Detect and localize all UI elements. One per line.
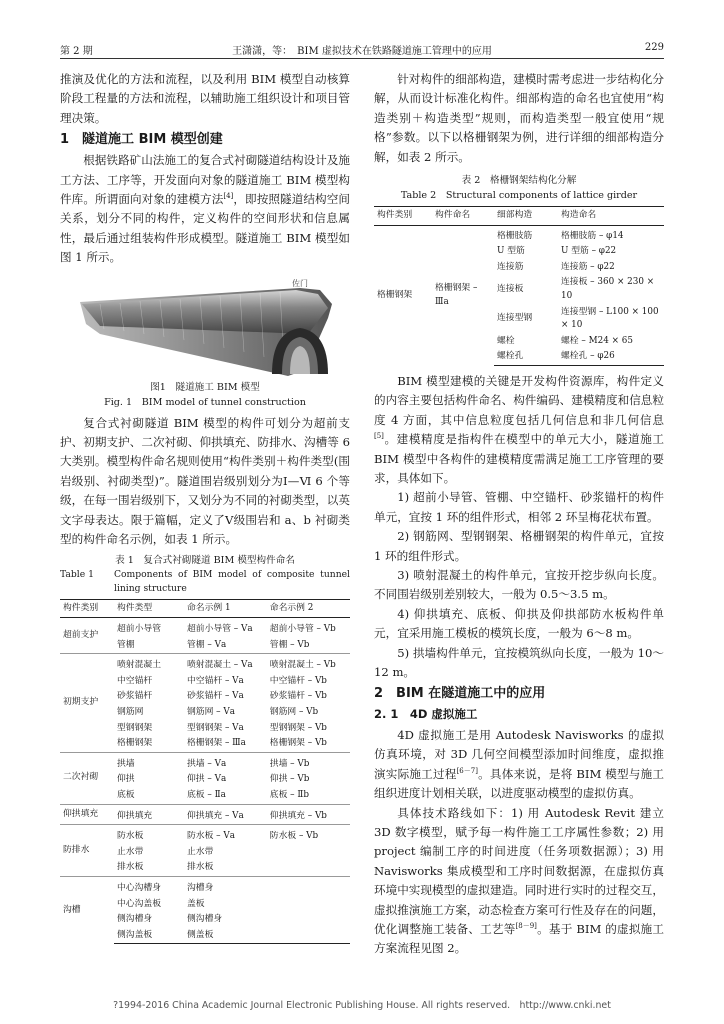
table-1-caption-zh: 表 1 复合式衬砌隧道 BIM 模型构件命名 xyxy=(115,554,295,566)
table-1-example-2 xyxy=(267,845,350,861)
table-1-caption-en: Table 1 Components of BIM model of composite tunnel lining structure xyxy=(60,568,350,594)
table-1-type: 中心沟槽身 xyxy=(114,877,184,897)
table-1-type: 止水带 xyxy=(117,846,144,857)
table-2-header: 构造命名 xyxy=(558,207,664,226)
table-1-type: 仰拱 xyxy=(117,774,135,785)
table-1-type: 中心沟盖板 xyxy=(117,898,161,909)
table-1-example-1: 排水板 xyxy=(187,862,214,873)
citation[interactable]: [5] xyxy=(374,432,384,441)
table-1-example-2: 钢筋网 – Ⅴb xyxy=(269,707,319,718)
intro-continuation: 推演及优化的方法和流程，以及利用 BIM 模型自动核算阶段工程量的方法和流程，以辅助施工组织设计和项目管理决策。 xyxy=(60,72,350,125)
table-1-type: 底板 xyxy=(117,790,135,801)
section-1-paragraph: 根据铁路矿山法施工的复合式衬砌隧道结构设计及施工方法、工序等，开发面向对象的隧道施工 BIM 模型构件库。所谓面向对象的建模方法[4]，即按照隧道结构空间关系，划分不同的构件，定义构件的空间形状和信息属性，最后通过组装构件形成模型。隧道施工 BIM 模型如图 1 所示。 xyxy=(60,153,350,265)
table-1-example-2: 型钢钢架 – Ⅴb xyxy=(269,722,327,733)
table-1-example-2: 超前小导管 – Ⅴb xyxy=(269,624,336,635)
issue-number: 第 2 期 xyxy=(60,46,93,57)
table-1-type: 管棚 xyxy=(117,639,135,650)
table-2-detail: 螺栓孔 xyxy=(494,349,558,365)
table-1-type: 侧沟槽身 xyxy=(117,914,153,925)
copyright-footer: ?1994-2016 China Academic Journal Electronic Publishing House. All rights reserved. http://www.cnki.net xyxy=(113,1000,611,1011)
figure-label: 佐门 xyxy=(292,278,308,288)
table-1 xyxy=(60,599,350,945)
components-paragraph: 复合式衬砌隧道 BIM 模型的构件可划分为超前支护、初期支护、二次衬砌、仰拱填充、防排水、沟槽等 6 大类别。模型构件命名规则使用“构件类别＋构件类型(围岩级别、衬砌类型)”。隧道围岩级别划分为Ⅰ—Ⅵ 6 个等级，在每一围岩级别下，又划分为不同的衬砌类型，以英文字母表达。限于篇幅，定义了Ⅴ级围岩和 a、b 衬砌类型的构件命名示例，如表 1 所示。 xyxy=(60,415,350,547)
precision-item-1: 1) 超前小导管、管棚、中空锚杆、砂浆锚杆的构件单元，宜按 1 环的组件形式，相邻 2 环呈梅花状布置。 xyxy=(374,490,664,524)
library-paragraph: BIM 模型建模的关键是开发构件资源库，构件定义的内容主要包括构件命名、构件编码、建模精度和信息粒度 4 方面，其中信息粒度包括几何信息和非几何信息[5]。建模精度是指构件在模型中的单元大小，隧道施工 BIM 模型中各构件的建模精度需满足施工工序管理的要求，具体如下。 xyxy=(374,373,664,485)
table-1-example-1: 沟槽身 xyxy=(184,877,267,897)
table-2-detail-name: 连接筋 – φ22 xyxy=(561,261,615,272)
table-1-example-1: 砂浆锚杆 – Ⅴa xyxy=(187,691,244,702)
table-1-example-1: 盖板 xyxy=(187,898,205,909)
section-2-heading: 2 BIM 在隧道施工中的应用 xyxy=(374,686,546,702)
running-header xyxy=(60,42,664,59)
table-1-type: 格栅钢架 xyxy=(117,738,153,749)
table-1-example-1: 拱墙 – Ⅴa xyxy=(184,752,267,772)
table-1-example-2 xyxy=(267,912,350,928)
table-1-category: 沟槽 xyxy=(60,877,114,944)
figure-1-caption-zh: 图1 隧道施工 BIM 模型 xyxy=(150,381,260,393)
table-1-header: 命名示例 2 xyxy=(267,599,350,618)
table-1-header: 命名示例 1 xyxy=(184,599,267,618)
table-2-detail-name: 螺栓孔 – φ26 xyxy=(558,349,664,365)
table-1-example-1: 喷射混凝土 – Ⅴa xyxy=(184,654,267,674)
table-1-type: 防水板 xyxy=(114,825,184,845)
right-column xyxy=(374,70,664,959)
table-1-example-1: 侧沟槽身 xyxy=(187,914,223,925)
table-1-header: 构件类型 xyxy=(114,599,184,618)
citation[interactable]: [6－7] xyxy=(456,766,478,775)
table-1-example-2: 底板 – Ⅱb xyxy=(269,790,309,801)
table-1-type: 中空锚杆 xyxy=(117,675,153,686)
table-row xyxy=(60,825,350,845)
table-1-category: 仰拱填充 xyxy=(60,804,114,825)
table-2-detail-name: 螺栓 – M24 × 65 xyxy=(561,335,633,346)
section-1-heading: 1 隧道施工 BIM 模型创建 xyxy=(60,132,223,148)
table-2-header: 构件类别 xyxy=(374,207,432,226)
table-1-type: 型钢钢架 xyxy=(117,722,153,733)
table-2-category: 格栅钢架 xyxy=(377,289,413,300)
table-1-example-1: 仰拱 – Ⅴa xyxy=(187,774,227,785)
page-number: 229 xyxy=(644,42,664,53)
table-1-example-1: 侧盖板 xyxy=(184,928,267,944)
table-1-type: 钢筋网 xyxy=(117,707,144,718)
table-2-detail-name: U 型筋 – φ22 xyxy=(561,246,617,257)
left-column xyxy=(60,70,350,944)
table-1-example-1: 超前小导管 – Ⅴa xyxy=(187,624,253,635)
precision-item-3: 3) 喷射混凝土的构件单元，宜按开挖步纵向长度。不同围岩级别差别较大，一般为 0.5～3.5 m。 xyxy=(374,568,664,602)
table-1-example-1: 底板 – Ⅱa xyxy=(187,790,226,801)
table-2-detail-name: 格栅肢筋 – φ14 xyxy=(561,230,624,241)
table-1-type: 排水板 xyxy=(117,862,144,873)
table-2-detail-name: 连接板 – 360 × 230 × 10 xyxy=(561,277,655,301)
table-1-example-2 xyxy=(267,928,350,944)
table-row xyxy=(60,752,350,772)
detail-paragraph: 针对构件的细部构造，建模时需考虑进一步结构化分解，从而设计标准化构件。细部构造的命名也宜使用“构造类别＋构造类型”规则，而构造类型一般宜使用“规格”参数。以下以格栅钢架为例，进行详细的细部构造分解，如表 2 所示。 xyxy=(374,72,664,164)
table-1-example-2: 砂浆锚杆 – Ⅴb xyxy=(269,691,327,702)
table-1-category: 防排水 xyxy=(60,825,114,877)
table-1-example-1: 管棚 – Ⅴa xyxy=(187,639,227,650)
figure-1 xyxy=(60,274,350,378)
table-2-detail: 螺栓 xyxy=(497,335,515,346)
table-2-header: 细部构造 xyxy=(494,207,558,226)
table-2-detail-name: 连接型钢 – L100 × 100 × 10 xyxy=(561,306,659,331)
table-2-component-name: 格栅钢架 – Ⅲa xyxy=(435,282,478,307)
table-2-caption-zh: 表 2 格栅钢架结构化分解 xyxy=(461,175,577,187)
table-2 xyxy=(374,206,664,366)
tunnel-model-image xyxy=(60,274,350,378)
table-1-example-1: 格栅钢架 – Ⅲa xyxy=(187,738,246,749)
table-2-detail: U 型筋 xyxy=(497,246,525,257)
table-2-detail: 连接型钢 xyxy=(497,313,533,324)
table-2-detail: 连接板 xyxy=(497,284,524,295)
table-1-type: 侧沟盖板 xyxy=(114,928,184,944)
table-2-detail: 格栅肢筋 xyxy=(497,230,533,241)
table-1-example-2: 仰拱 – Ⅴb xyxy=(269,774,310,785)
table-1-category: 初期支护 xyxy=(60,654,114,753)
table-2-caption-en: Table 2 Structural components of lattice girder xyxy=(400,190,638,202)
citation[interactable]: [4] xyxy=(223,192,234,201)
table-1-example-2 xyxy=(267,877,350,897)
table-1-example-2: 中空锚杆 – Ⅴb xyxy=(269,675,327,686)
table-1-example-1: 中空锚杆 – Ⅴa xyxy=(187,675,244,686)
table-1-example-2: 格栅钢架 – Ⅴb xyxy=(269,738,327,749)
figure-1-caption-en: Fig. 1 BIM model of tunnel construction xyxy=(104,396,306,408)
table-1-category: 超前支护 xyxy=(63,629,99,640)
table-row xyxy=(60,804,350,825)
table-1-example-1: 钢筋网 – Ⅴa xyxy=(187,707,235,718)
table-row xyxy=(60,654,350,674)
table-1-example-2: 喷射混凝土 – Ⅴb xyxy=(267,654,350,674)
table-1-type: 拱墙 xyxy=(114,752,184,772)
table-row xyxy=(60,877,350,897)
table-row xyxy=(60,618,350,638)
table-1-example-2: 防水板 – Ⅴb xyxy=(267,825,350,845)
running-title: 王潇潇，等： BIM 虚拟技术在铁路隧道施工管理中的应用 xyxy=(232,46,492,57)
table-1-example-2 xyxy=(267,897,350,913)
table-2-detail: 连接筋 xyxy=(497,261,524,272)
table-1-category: 二次衬砌 xyxy=(60,752,114,804)
route-paragraph: 具体技术路线如下：1) 用 Autodesk Revit 建立 3D 数字模型，赋予每一构件施工工序属性参数；2) 用 project 编制工序的时间进度（任务项数据源）；3) 用 Navisworks 集成模型和工序时间数据源，在虚拟仿真环境中实现模型的虚拟建造。同时进行实时的过程交互，虚拟推演施工方案，动态检查方案可行性及存在的问题，优化调整施工装备、工艺等[8－9]。基于 BIM 的虚拟施工方案流程见图 2。 xyxy=(374,805,664,956)
table-1-example-2: 管棚 – Ⅴb xyxy=(269,639,310,650)
table-1-example-2: 拱墙 – Ⅴb xyxy=(267,752,350,772)
table-1-example-2: 仰拱填充 – Ⅴb xyxy=(267,804,350,825)
citation[interactable]: [8－9] xyxy=(515,922,537,931)
table-1-example-1: 型钢钢架 – Ⅴa xyxy=(187,722,244,733)
table-1-example-1: 仰拱填充 – Ⅴa xyxy=(184,804,267,825)
table-row xyxy=(374,225,664,244)
4d-paragraph: 4D 虚拟施工是用 Autodesk Navisworks 的虚拟仿真环境，对 3D 几何空间模型添加时间维度，虚拟推演实际施工过程[6－7]。具体来说，是将 BIM 模型与施工组织进度计划相关联，以进度驱动模型的虚拟仿真。 xyxy=(374,727,664,801)
table-2-header: 构件命名 xyxy=(432,207,494,226)
table-1-header: 构件类别 xyxy=(60,599,114,618)
table-1-type: 仰拱填充 xyxy=(114,804,184,825)
table-1-type: 喷射混凝土 xyxy=(114,654,184,674)
precision-item-5: 5) 拱墙构件单元，宜按模筑纵向长度，一般为 10～12 m。 xyxy=(374,645,664,680)
table-1-type: 超前小导管 xyxy=(117,624,161,635)
table-1-example-2 xyxy=(267,860,350,876)
precision-item-2: 2) 钢筋网、型钢钢架、格栅钢架的构件单元，宜按 1 环的组件形式。 xyxy=(374,529,664,563)
precision-item-4: 4) 仰拱填充、底板、仰拱及仰拱部防水板构件单元，宜采用施工模板的模筑长度，一般为 6～8 m。 xyxy=(374,606,664,641)
table-1-example-1: 防水板 – Ⅴa xyxy=(184,825,267,845)
section-2-1-heading: 2. 1 4D 虚拟施工 xyxy=(374,707,478,722)
table-1-example-1: 止水带 xyxy=(187,846,214,857)
table-1-type: 砂浆锚杆 xyxy=(117,691,153,702)
